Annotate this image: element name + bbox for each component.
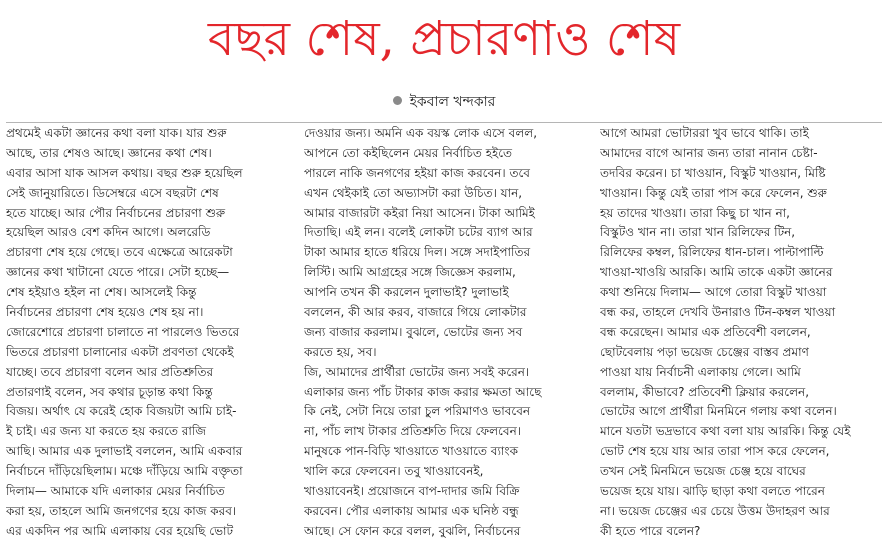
text-line: করবেন। পৌর এলাকায় আমার এক ঘনিষ্ঠ বন্ধু bbox=[304, 503, 519, 518]
text-line: বললেন, কী আর করব, বাজারে গিয়ে লোকটার bbox=[304, 305, 527, 320]
text-line: ভোট শেষ হয়ে যায় আর তারা পাস করে ফেলেন, bbox=[600, 444, 830, 459]
text-line: জি, আমাদের প্রার্থীরা ভোটের জন্য সবই করেন। bbox=[304, 364, 530, 379]
text-line: আপনে তো কইছিলেন মেয়র নির্বাচিত হইতে bbox=[304, 145, 513, 160]
text-line: পাওয়া যায় নির্বাচনী এলাকায় গেলে। আমি bbox=[600, 364, 801, 379]
text-line: সেই জানুয়ারিতে। ডিসেম্বরে এসে বছরটা শেষ bbox=[6, 185, 219, 200]
text-line: করতে হয়, সব। bbox=[304, 344, 377, 359]
text-line: ভিতরে প্রচারণা চালানোর একটা প্রবণতা থেকেই bbox=[6, 344, 234, 359]
text-line: জন্য বাজার করলাম। বুঝলে, ভোটের জন্য সব bbox=[304, 324, 523, 339]
text-line: ভোটের আগে প্রার্থীরা মিনমিনে গলায় কথা বলেন। bbox=[600, 404, 837, 419]
text-line: ছোটবেলায় পড়া ভয়েজ চেঞ্জের বাস্তব প্রমাণ bbox=[600, 344, 809, 359]
text-line: জোরেশোরে প্রচারণা চালাতে না পারলেও ভিতরে bbox=[6, 324, 240, 339]
byline bbox=[0, 93, 888, 111]
text-line: বন্ধ কর, তাহলে দেখবি উনারাও টিন-কম্বল খাওয়া bbox=[600, 305, 836, 320]
column-1 bbox=[6, 124, 288, 542]
text-line: নির্বাচনের প্রচারণা শেষ হয়েও শেষ হয় না। bbox=[6, 305, 204, 320]
text-line: টাকা আমার হাতে ধরিয়ে দিল। সঙ্গে সদাইপাতির bbox=[304, 245, 531, 260]
text-line: যাচ্ছে। তবে প্রচারণা বলেন আর প্রতিশ্রুতির bbox=[6, 364, 214, 379]
text-line: হতে যাচ্ছে। আর পৌর নির্বাচনের প্রচারণা শুরু bbox=[6, 205, 226, 220]
text-line: মানে যতটা ভদ্রভাবে কথা বলা যায় আরকি। কিন্তু যেই bbox=[600, 424, 851, 439]
text-line: বিজয়। অর্থাৎ যে করেই হোক বিজয়টা আমি চাই- bbox=[6, 404, 237, 419]
text-line: নির্বাচনে দাঁড়িয়েছিলাম। মঞ্চে দাঁড়িয়ে আমি বক্তৃতা bbox=[6, 464, 243, 479]
text-line: দিলাম— আমাকে যদি এলাকার মেয়র নির্বাচিত bbox=[6, 484, 225, 499]
text-line: আগে আমরা ভোটাররা খুব ভাবে থাকি। তাই bbox=[600, 126, 809, 140]
text-line: কি নেই, সেটা নিয়ে তারা চুল পরিমাণও ভাববেন bbox=[304, 404, 531, 419]
text-line: হয় তাদের খাওয়া। তারা কিছু চা খান না, bbox=[600, 205, 790, 220]
headline: বছর শেষ, প্রচারণাও শেষ bbox=[207, 11, 681, 67]
text-line: এখন থেইকাই তো অভ্যাসটা করা উচিত। যান, bbox=[304, 185, 523, 200]
text-line: তখন সেই মিনমিনে ভয়েজ চেঞ্জ হয়ে বাঘের bbox=[600, 464, 806, 479]
text-line: রিলিফের কম্বল, রিলিফের ধান-চাল। পাল্টাপাল্টি bbox=[600, 245, 824, 260]
column-2 bbox=[304, 124, 586, 542]
text-line: হয়েছিল আরও বেশ কদিন আগে। অলরেডি bbox=[6, 225, 211, 240]
text-line: এর একদিন পর আমি এলাকায় বের হয়েছি ভোট bbox=[6, 523, 234, 538]
column-3 bbox=[600, 124, 880, 542]
text-line: ই চাই। এর জন্য যা করতে হয় করতে রাজি bbox=[6, 424, 207, 439]
text-line: তদবির করেন। চা খাওয়ান, বিস্কুট খাওয়ান, মিষ্টি bbox=[600, 165, 826, 180]
text-line: প্রচারণা শেষ হয়ে গেছে। তবে এক্ষেত্রে আরেকটা bbox=[6, 245, 233, 260]
text-line: মানুষকে পান-বিড়ি খাওয়াতে খাওয়াতে ব্যাংক bbox=[304, 444, 518, 459]
text-line: বিস্কুটও খান না। তারা খান রিলিফের টিন, bbox=[600, 225, 796, 240]
text-line: দেওয়ার জন্য। অমনি এক বয়স্ক লোক এসে বলল, bbox=[304, 126, 538, 140]
text-line: প্রথমেই একটা জ্ঞানের কথা বলা যাক। যার শুরু bbox=[6, 126, 227, 140]
text-line: খাওয়া-খাওয়ি আরকি। আমি তাকে একটা জ্ঞানের bbox=[600, 265, 833, 280]
text-line: দিতাছি। এই লন। বলেই লোকটা চটের ব্যাগ আর bbox=[304, 225, 533, 240]
text-line: আছে। সে ফোন করে বলল, বুঝলি, নির্বাচনের bbox=[304, 523, 521, 538]
text-line: আপনি তখন কী করলেন দুলাভাই? দুলাভাই bbox=[304, 285, 509, 300]
text-line: না, পাঁচ লাখ টাকার প্রতিশ্রুতি দিয়ে ফেলবেন। bbox=[304, 424, 522, 439]
text-line: আমার বাজারটা কইরা নিয়া আসেন। টাকা আমিই bbox=[304, 205, 535, 220]
text-line: কথা শুনিয়ে দিলাম— আগে তোরা বিস্কুট খাওয়া bbox=[600, 285, 827, 300]
text-line: বন্ধ করেছেন। আমার এক প্রতিবেশী বললেন, bbox=[600, 324, 811, 339]
text-line: খাওয়াবেনই। প্রয়োজনে বাপ-দাদার জমি বিক্রি bbox=[304, 484, 520, 499]
text-line: আমাদের বাগে আনার জন্য তারা নানান চেষ্টা- bbox=[600, 145, 818, 160]
text-line: লিস্টি। আমি আগ্রহের সঙ্গে জিজ্ঞেস করলাম, bbox=[304, 265, 516, 280]
text-line: ভয়েজ হয়ে যায়। ঝাড়ি ছাড়া কথা বলতে পারেন bbox=[600, 484, 825, 499]
author-name: ইকবাল খন্দকার bbox=[409, 94, 496, 110]
text-line: কী হতে পারে বলেন? bbox=[600, 523, 701, 538]
top-rule bbox=[6, 122, 882, 123]
text-line: প্রতারণাই বলেন, সব কথার চূড়ান্ত কথা কিন্তু bbox=[6, 384, 213, 399]
text-line: করা হয়, তাহলে আমি জনগণের হয়ে কাজ করব। bbox=[6, 503, 237, 518]
text-line: আছে, তার শেষও আছে। জ্ঞানের কথা শেষ। bbox=[6, 145, 212, 160]
text-line: আছি। আমার এক দুলাভাই বললেন, আমি একবার bbox=[6, 444, 243, 459]
text-line: খালি করে ফেলবেন। তবু খাওয়াবেনই, bbox=[304, 464, 484, 479]
bullet-icon bbox=[393, 96, 402, 105]
text-line: খাওয়ান। কিন্তু যেই তারা পাস করে ফেলেন, শুরু bbox=[600, 185, 827, 200]
text-line: পারলে নাকি জনগণের হইয়া কাজ করবেন। তবে bbox=[304, 165, 530, 180]
text-line: এলাকার জন্য পাঁচ টাকার কাজ করার ক্ষমতা আছে bbox=[304, 384, 542, 399]
text-line: জ্ঞানের কথা খাটানো যেতে পারে। সেটা হচ্ছে— bbox=[6, 265, 230, 280]
text-line: বললাম, কীভাবে? প্রতিবেশী ক্লিয়ার করলেন, bbox=[600, 384, 810, 399]
text-line: শেষ হইয়াও হইল না শেষ। আসলেই কিন্তু bbox=[6, 285, 197, 300]
text-line: এবার আসা যাক আসল কথায়। বছর শুরু হয়েছিল bbox=[6, 165, 243, 180]
text-line: না। ভয়েজ চেঞ্জের এর চেয়ে উত্তম উদাহরণ আর bbox=[600, 503, 830, 518]
